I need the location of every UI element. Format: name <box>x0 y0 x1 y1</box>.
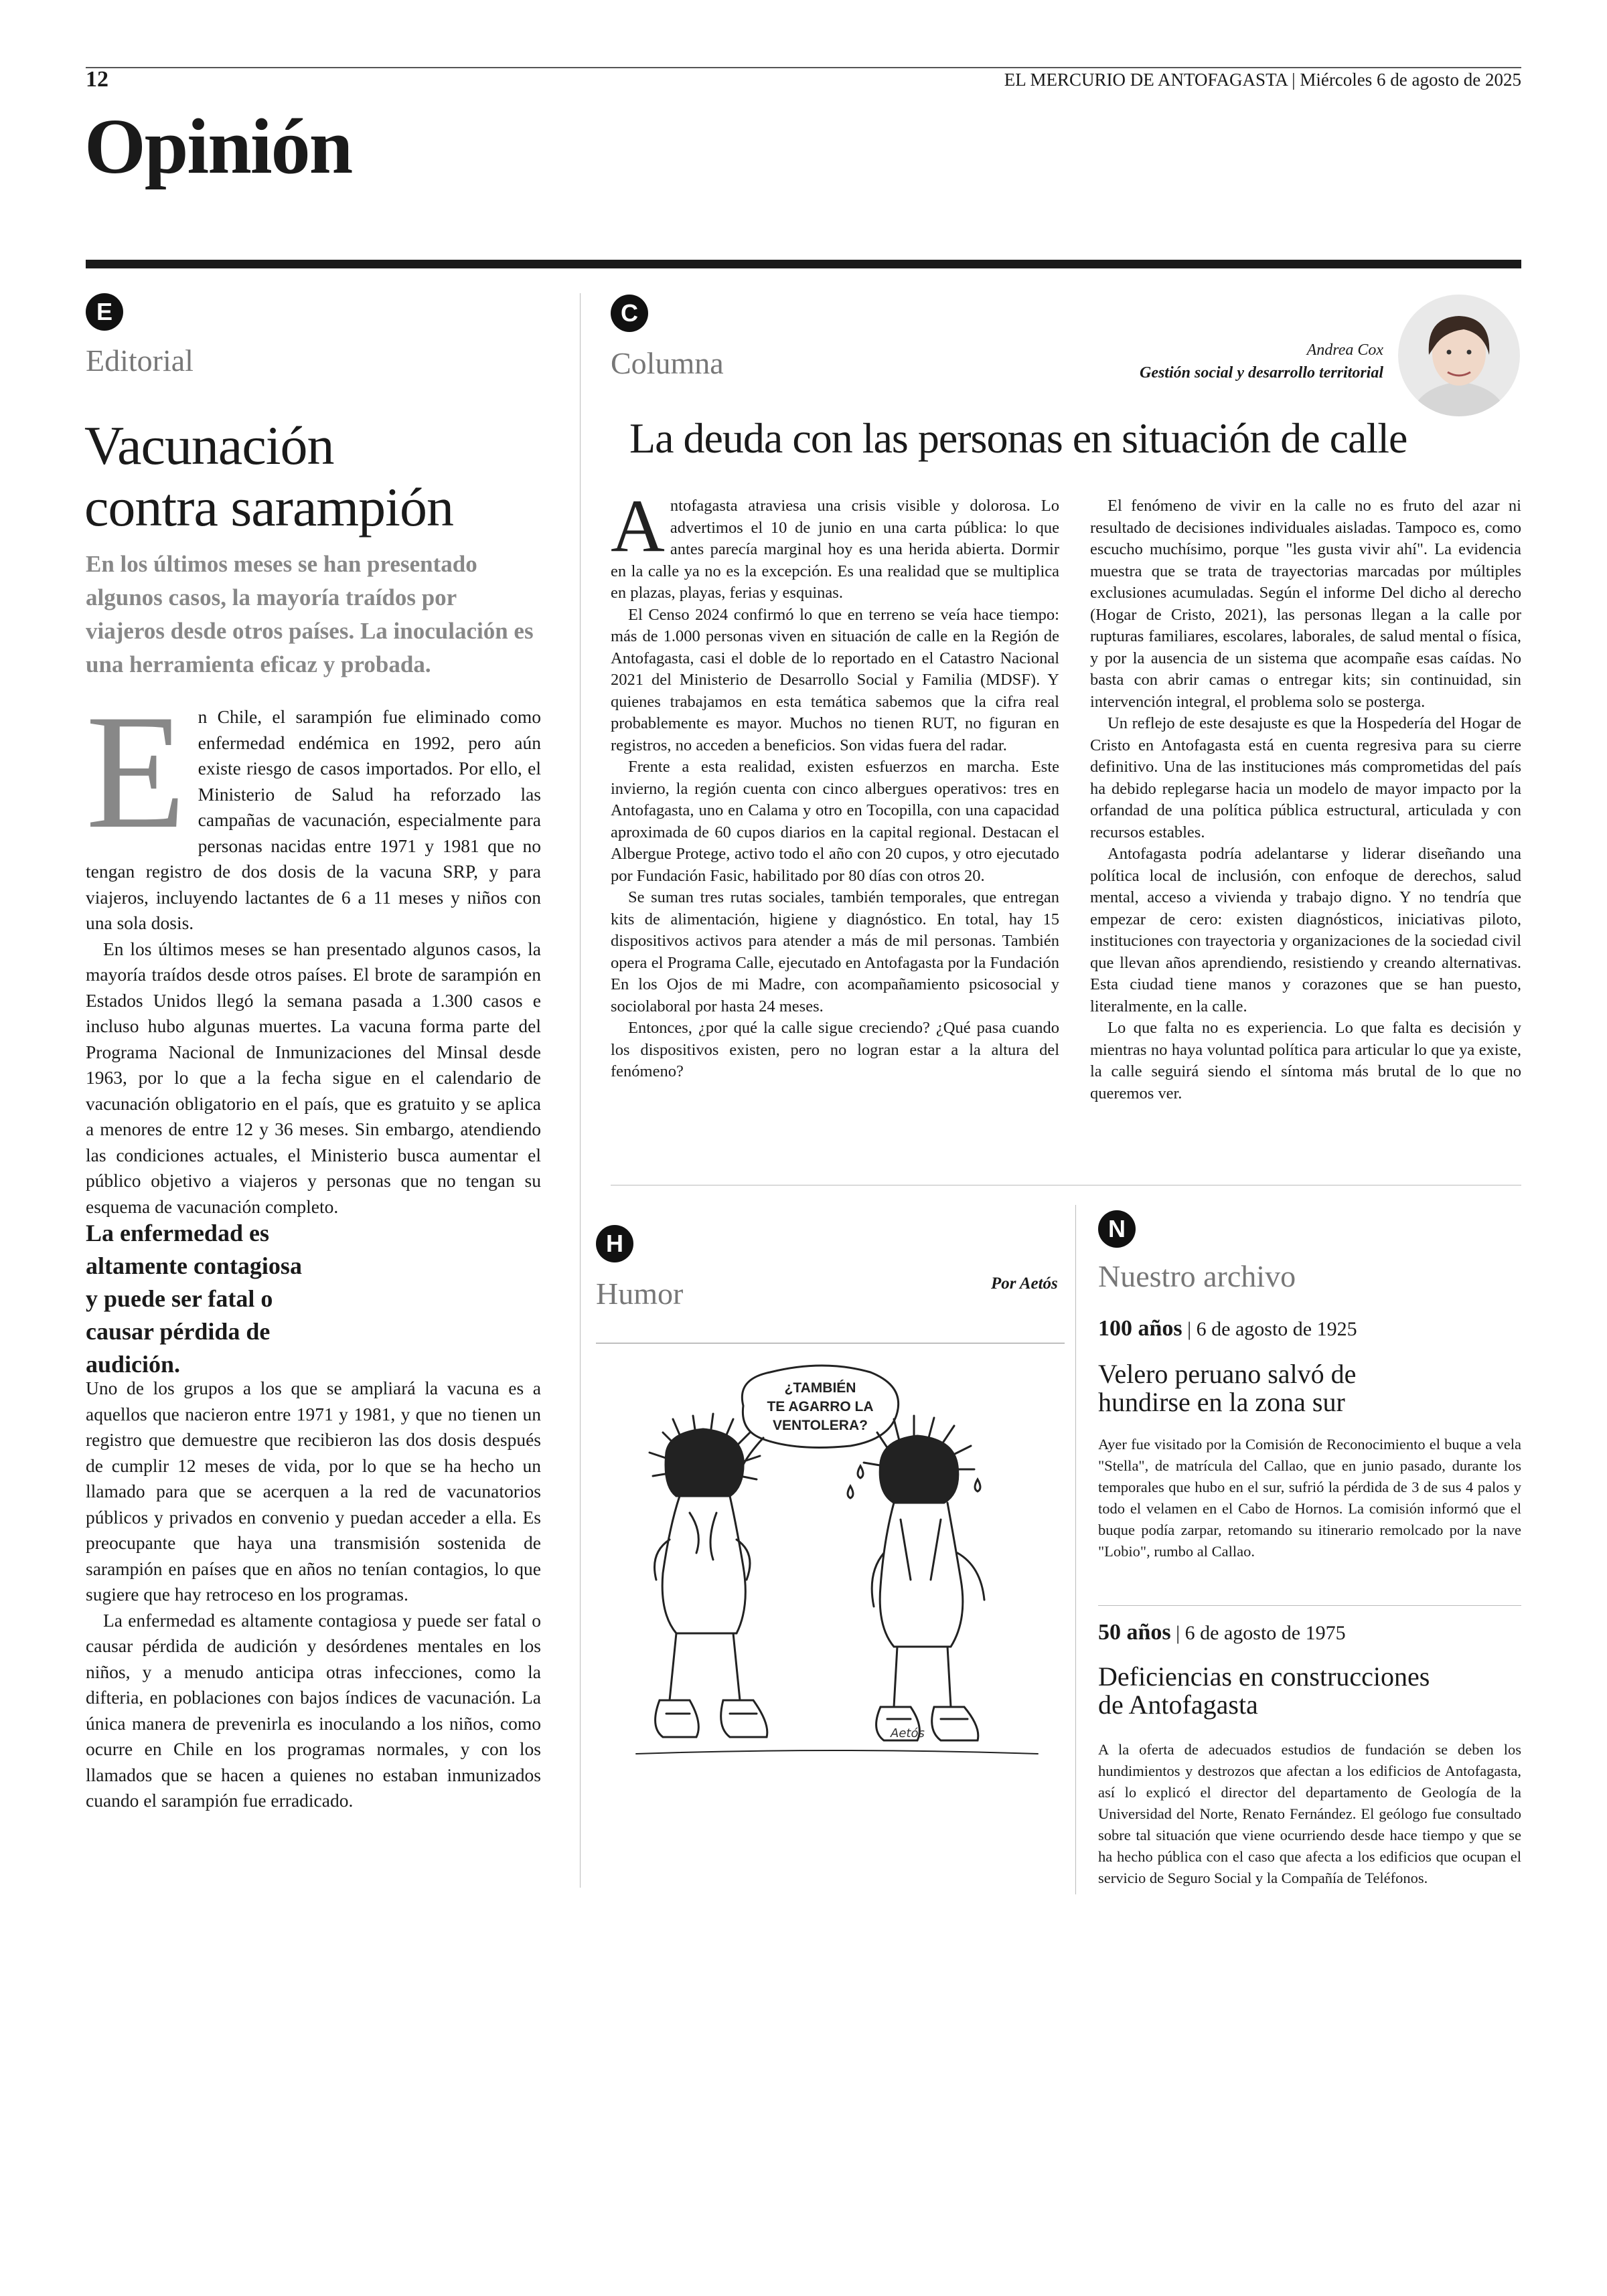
archive-badge: N <box>1098 1210 1136 1248</box>
paragraph: Lo que falta no es experiencia. Lo que falta es decisión y mientras no haya voluntad política para articular lo que ya existe, la calle seguirá siendo el síntoma más brutal de lo que no queremos ver. <box>1090 1019 1521 1102</box>
humor-kicker: Humor <box>596 1277 684 1311</box>
editorial-pullquote: La enfermedad es altamente contagiosa y puede ser fatal o causar pérdida de audición. <box>86 1220 302 1378</box>
top-rule <box>86 67 1521 68</box>
paragraph: En los últimos meses se han presentado algunos casos, la mayoría traídos desde otros países. El brote de sarampión en Estados Unidos llegó la semana pasada a 1.300 casos e incluso hubo algunas muertes. La vacuna forma parte del Programa Nacional de Inmunizaciones del Minsal desde 1963, por lo que a la fecha sigue en el calendario de vacunación obligatorio en el país, que es gratuito y se aplica a menores de entre 12 y 36 meses. Sin embargo, atendiendo las condiciones actuales, el Ministerio busca aumentar el público objetivo a viajeros y personas que no tengan su esquema de vacunación completo. <box>86 938 541 1217</box>
archive-item-2-year: 50 años | 6 de agosto de 1975 <box>1098 1620 1346 1645</box>
editorial-body <box>86 681 541 1222</box>
dropcap: A <box>611 485 665 568</box>
author-role: Gestión social y desarrollo territorial <box>1139 364 1383 382</box>
paragraph: Un reflejo de este desajuste es que la Hospedería del Hogar de Cristo en Antofagasta está en cuenta regresiva para su cierre definitivo. Una de las instituciones más comprometidas del país ha debido replegarse hacia un modelo de mayor impacto por la orfandad de una política pública estructural, articulada y con recursos estables. <box>1090 714 1521 841</box>
editorial-kicker: Editorial <box>86 343 194 378</box>
editorial-title: Vacunación contra sarampión <box>84 415 453 538</box>
humor-byline: Por Aetós <box>991 1275 1058 1293</box>
dropcap: E <box>86 681 186 862</box>
archive-kicker: Nuestro archivo <box>1098 1259 1296 1293</box>
column-divider <box>580 293 581 1888</box>
archive-item-2-body: A la oferta de adecuados estudios de fundación se deben los hundimientos y destrozos que afectan a los edificios de Antofagasta, así lo explicó el director del departamento de Geología de la Universidad del Norte, Renato Fernández. El geólogo fue consultado sobre tal situación que viene ocurriendo desde hace tiempo y que se ha hecho pública con el caso que afecta a los edificios que ocupan el servicio de Seguro Social y la Compañía de Teléfonos. <box>1098 1741 1521 1886</box>
paragraph: El fenómeno de vivir en la calle no es fruto del azar ni resultado de decisiones individuales aisladas. Tampoco es, como escucho muchísimo, porque "les gusta vivir ahí". La evidencia muestra que se trata de trayectorias marcadas por múltiples exclusiones acumuladas. Según el informe Del dicho al derecho (Hogar de Cristo, 2021), las personas llegan a la calle por rupturas familiares, escolares, laborales, de salud mental o física, y por la ausencia de un sistema que acompañe esas caídas. No basta con abrir camas o entregar kits; sin continuidad, sin intervención integral, el problema solo se posterga. <box>1090 497 1521 711</box>
column-body-left <box>611 485 1059 1083</box>
bubble-line: ¿TAMBIÉN <box>784 1380 856 1396</box>
paragraph: Frente a esta realidad, existen esfuerzos en marcha. Este invierno, la región cuenta con cinco albergues operativos: tres en Antofagasta, uno en Calama y otro en Tocopilla, con una capacidad aproximada de 60 cupos diarios en la capital regional. Destacan el Albergue Protege, activo todo el año con 20 cupos, y otro ejecutado por Fundación Fasic, habilitado por 80 días con otros 20. <box>611 758 1059 885</box>
archive-item-1-year: 100 años | 6 de agosto de 1925 <box>1098 1316 1357 1341</box>
page-number: 12 <box>86 67 108 92</box>
cartoon <box>596 1352 1065 1781</box>
section-rule <box>86 260 1521 268</box>
author-name: Andrea Cox <box>1306 341 1383 359</box>
column-body-right <box>1090 495 1521 1104</box>
column-kicker: Columna <box>611 346 724 380</box>
editorial-badge: E <box>86 293 123 331</box>
paper-name: EL MERCURIO DE ANTOFAGASTA <box>1004 70 1288 90</box>
bubble-line: TE AGARRO LA <box>767 1399 874 1414</box>
paper-dateline: EL MERCURIO DE ANTOFAGASTA | Miércoles 6 de agosto de 2025 <box>1004 70 1521 90</box>
humor-badge: H <box>596 1225 633 1262</box>
archive-item-2-title: Deficiencias en construcciones de Antofagasta <box>1098 1661 1430 1720</box>
editorial-body-cont <box>86 1376 541 1814</box>
editorial-lead: En los últimos meses se han presentado algunos casos, la mayoría traídos por viajeros desde otros países. La inoculación es una herramienta eficaz y probada. <box>86 551 534 677</box>
paragraph: Entonces, ¿por qué la calle sigue creciendo? ¿Qué pasa cuando los dispositivos existen, pero no logran estar a la altura del fenómeno? <box>611 1019 1059 1080</box>
author-photo <box>1397 293 1521 418</box>
paragraph: El Censo 2024 confirmó lo que en terreno se veía hace tiempo: más de 1.000 personas viven en situación de calle en la Región de Antofagasta, casi el doble de lo reportado en el Catastro Nacional 2021 del Ministerio de Desarrollo Social y Familia (MDSF). Y quienes trabajamos en esta temática sabemos que la cifra real probablemente es mayor. Muchos no tienen RUT, no figuran en registros, no acceden a beneficios. Son vidas fuera del radar. <box>611 605 1059 754</box>
paragraph: ntofagasta atraviesa una crisis visible y dolorosa. Lo advertimos el 10 de junio en una carta pública: lo que antes parecía marginal hoy es una herida abierta. Dormir en la calle ya no es la excepción. Es una realidad que se multiplica en plazas, playas, ferias y esquinas. <box>611 497 1059 602</box>
paragraph: n Chile, el sarampión fue eliminado como enfermedad endémica en 1992, pero aún existe riesgo de casos importados. Por ello, el Ministerio de Salud ha reforzado las campañas de vacunación, especialmente para personas nacidas entre 1971 y 1981 que no tengan registro de dos dosis de la vacuna SRP, y para viajeros, incluyendo lactantes de 6 a 11 meses y niños con una sola dosis. <box>86 706 541 933</box>
paragraph: Antofagasta podría adelantarse y liderar diseñando una política local de inclusión, con enfoque de derechos, salud mental, acceso a vivienda y trabajo digno. Y no tendría que empezar de cero: existen diagnósticos, iniciativas piloto, instituciones con trayectoria y organizaciones de la sociedad civil que llevan años aprendiendo, resistiendo y creando alternativas. Esta ciudad tiene manos y corazones que se han puesto, literalmente, en la calle. <box>1090 845 1521 1015</box>
column-badge: C <box>611 295 648 332</box>
column-title: La deuda con las personas en situación de calle <box>629 414 1407 462</box>
column-author-block <box>1140 339 1383 384</box>
archive-item-1-title: Velero peruano salvó de hundirse en la zona sur <box>1098 1359 1357 1417</box>
archive-item-1-body: Ayer fue visitado por la Comisión de Reconocimiento el buque a vela "Stella", de matrícula del Callao, que en junio pasado, durante los temporales que hubo en el sur, sufrió la pérdida de 3 de sus 4 palos y todo el velamen en el Cabo de Hornos. La comisión informó que el buque podía zarpar, retomando su itinerario remolcado por la nave "Lobio", rumbo al Callao. <box>1098 1436 1521 1560</box>
paragraph: La enfermedad es altamente contagiosa y puede ser fatal o causar pérdida de audición y desórdenes mentales en los niños, y a menudo anticipa otras infecciones, como la difteria, en poblaciones con bajos índices de vacunación. La única manera de prevenirla es inoculando a los niños, como ocurre en Chile en los programas normales, y con los llamados que se hacen a quienes no estaban inmunizados cuando el sarampión fue erradicado. <box>86 1609 541 1811</box>
paragraph: Uno de los grupos a los que se ampliará la vacuna es a aquellos que nacieron entre 1971 y 1981, y que no tienen un registro que demuestre que recibieron las dos dosis después de cumplir 12 meses de vida, por lo que se ha hecho un llamado para que se acerquen a la red de vacunatorios públicos y privados en convenio y puedan acceder a ella. Es preocupante que haya una transmisión sostenida de sarampión en países que en años no tenían contagios, lo que sugiere que hay retroceso en los programas. <box>86 1378 541 1605</box>
archive-separator <box>1098 1605 1521 1606</box>
section-title: Opinión <box>84 102 352 190</box>
paragraph: Se suman tres rutas sociales, también temporales, que entregan kits de alimentación, higiene y diagnóstico. En total, hay 15 dispositivos activos para atender a más de mil personas. También opera el Programa Calle, ejecutado en Antofagasta por la Fundación En los Ojos de mi Madre, con acompañamiento psicosocial y sociolaboral por hasta 24 meses. <box>611 888 1059 1015</box>
cartoon-signature: Aetós <box>891 1726 925 1740</box>
bubble-line: VENTOLERA? <box>773 1418 868 1433</box>
archive-divider <box>1075 1205 1076 1894</box>
issue-date: Miércoles 6 de agosto de 2025 <box>1300 70 1521 90</box>
